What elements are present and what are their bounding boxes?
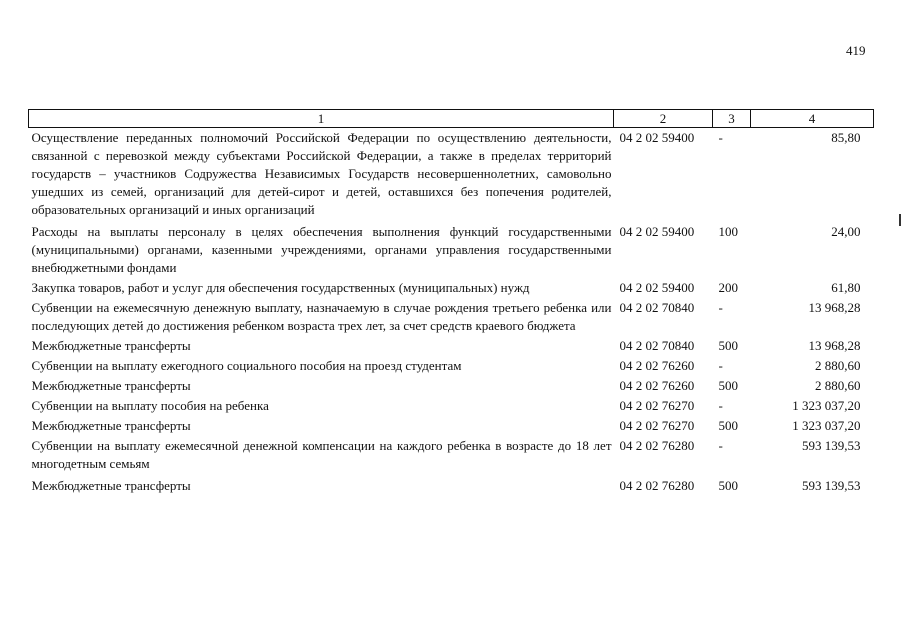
row-code: 04 2 02 76260 xyxy=(619,378,695,393)
row-sum: 2 880,60 xyxy=(815,358,861,373)
row-type: 500 xyxy=(718,378,738,393)
row-type: - xyxy=(718,358,723,373)
row-type: - xyxy=(718,300,723,315)
row-code: 04 2 02 76280 xyxy=(619,438,695,453)
row-name: Закупка товаров, работ и услуг для обеспечения государственных (муниципальных) нужд xyxy=(31,280,530,295)
row-sum: 24,00 xyxy=(831,224,861,239)
row-type: 500 xyxy=(718,338,738,353)
row-sum: 1 323 037,20 xyxy=(792,418,861,433)
row-sum: 85,80 xyxy=(831,130,861,145)
row-type: 100 xyxy=(718,224,738,239)
row-type: - xyxy=(718,130,723,145)
row-name: Межбюджетные трансферты xyxy=(31,338,191,353)
row-code: 04 2 02 59400 xyxy=(619,224,695,239)
column-header-code: 2 xyxy=(614,110,713,128)
row-type: - xyxy=(718,398,723,413)
row-type: 500 xyxy=(718,418,738,433)
table-row xyxy=(29,476,874,496)
row-name: Межбюджетные трансферты xyxy=(31,418,191,433)
row-sum: 593 139,53 xyxy=(802,438,861,453)
row-name: Межбюджетные трансферты xyxy=(31,378,191,393)
scan-edge-mark xyxy=(899,214,901,226)
row-code: 04 2 02 76270 xyxy=(619,418,695,433)
row-sum: 2 880,60 xyxy=(815,378,861,393)
column-header-type: 3 xyxy=(713,110,751,128)
budget-table xyxy=(28,109,874,496)
row-name: Межбюджетные трансферты xyxy=(31,478,191,493)
table-row xyxy=(29,376,874,396)
row-code: 04 2 02 59400 xyxy=(619,280,695,295)
row-type: - xyxy=(718,438,723,453)
row-sum: 61,80 xyxy=(831,280,861,295)
row-code: 04 2 02 70840 xyxy=(619,300,695,315)
table-row xyxy=(29,298,874,336)
row-type: 200 xyxy=(718,280,738,295)
row-name: Субвенции на выплату ежемесячной денежной компенсации на каждого ребенка в возрасте до 18 лет многодетным семьям xyxy=(31,438,612,471)
row-type: 500 xyxy=(718,478,738,493)
table-row xyxy=(29,356,874,376)
row-name: Осуществление переданных полномочий Российской Федерации по осуществлению деятельности, связанной с перевозкой между субъектами Российской Федерации, а также в пределах территорий государств – участников Содружества Независимых Государств несовершеннолетних, самовольно ушедших из семей, организаций для детей-сирот и детей, оставшихся без попечения родителей, образовательных организаций и иных организаций xyxy=(31,130,612,217)
row-code: 04 2 02 59400 xyxy=(619,130,695,145)
row-sum: 593 139,53 xyxy=(802,478,861,493)
table-row xyxy=(29,278,874,298)
row-code: 04 2 02 76280 xyxy=(619,478,695,493)
table-row xyxy=(29,128,874,223)
table-row xyxy=(29,416,874,436)
row-name: Субвенции на выплату ежегодного социального пособия на проезд студентам xyxy=(31,358,462,373)
row-sum: 13 968,28 xyxy=(808,300,861,315)
row-name: Расходы на выплаты персоналу в целях обеспечения выполнения функций государственными (муниципальными) органами, казенными учреждениями, органами управления государственными внебюджетными фондами xyxy=(31,224,612,275)
row-sum: 13 968,28 xyxy=(808,338,861,353)
column-header-sum: 4 xyxy=(751,110,874,128)
page-number: 419 xyxy=(846,43,866,58)
table-header-row xyxy=(29,110,874,128)
row-sum: 1 323 037,20 xyxy=(792,398,861,413)
row-code: 04 2 02 70840 xyxy=(619,338,695,353)
row-code: 04 2 02 76260 xyxy=(619,358,695,373)
row-name: Субвенции на выплату пособия на ребенка xyxy=(31,398,269,413)
column-header-name: 1 xyxy=(29,110,614,128)
row-name: Субвенции на ежемесячную денежную выплату, назначаемую в случае рождения третьего ребенка или последующих детей до достижения ребенком возраста трех лет, за счет средств краевого бюджета xyxy=(31,300,612,333)
row-code: 04 2 02 76270 xyxy=(619,398,695,413)
table-row xyxy=(29,436,874,476)
table-row xyxy=(29,336,874,356)
table-row xyxy=(29,222,874,278)
table-row xyxy=(29,396,874,416)
